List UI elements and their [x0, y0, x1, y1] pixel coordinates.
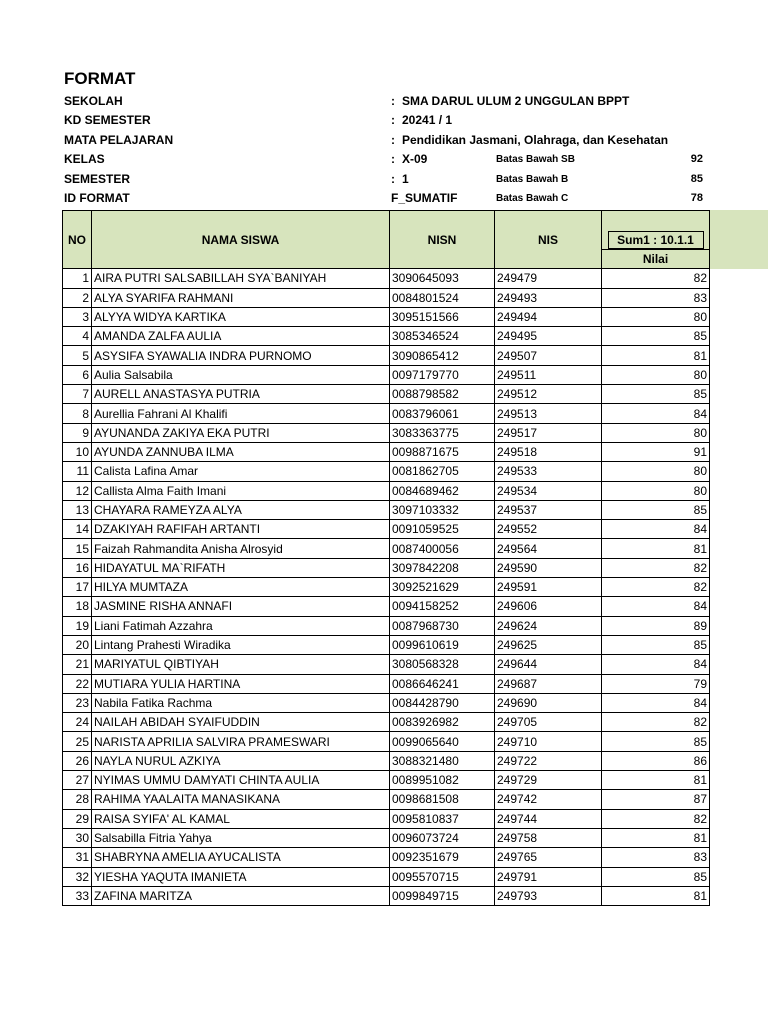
- cell-nisn[interactable]: 0084801524: [390, 288, 495, 307]
- table-row: [63, 500, 710, 519]
- cell-name[interactable]: RAHIMA YAALAITA MANASIKANA: [92, 790, 390, 809]
- cell-name[interactable]: AYUNANDA ZAKIYA EKA PUTRI: [92, 423, 390, 442]
- cell-no[interactable]: 28: [63, 790, 92, 809]
- cell-name[interactable]: JASMINE RISHA ANNAFI: [92, 597, 390, 616]
- cell-nis[interactable]: 249517: [495, 423, 602, 442]
- table-row: [63, 404, 710, 423]
- cell-nisn[interactable]: 0095810837: [390, 809, 495, 828]
- cell-no[interactable]: 31: [63, 848, 92, 867]
- cell-nilai[interactable]: 80: [602, 423, 710, 442]
- cell-nis[interactable]: 249511: [495, 365, 602, 384]
- cell-nilai[interactable]: 84: [602, 520, 710, 539]
- table-row: [63, 693, 710, 712]
- cell-nisn[interactable]: 3097842208: [390, 558, 495, 577]
- cell-nis[interactable]: 249791: [495, 867, 602, 886]
- cell-nisn[interactable]: 3092521629: [390, 578, 495, 597]
- cell-nis[interactable]: 249512: [495, 385, 602, 404]
- table-row: [63, 269, 710, 288]
- cell-name[interactable]: Aulia Salsabila: [92, 365, 390, 384]
- cell-name[interactable]: Aurellia Fahrani Al Khalifi: [92, 404, 390, 423]
- cell-nis[interactable]: 249513: [495, 404, 602, 423]
- col-header-sum[interactable]: [602, 211, 710, 250]
- table-row: [63, 520, 710, 539]
- cell-name[interactable]: DZAKIYAH RAFIFAH ARTANTI: [92, 520, 390, 539]
- cell-nisn[interactable]: 3090865412: [390, 346, 495, 365]
- cell-no[interactable]: 1: [63, 269, 92, 288]
- cell-nis[interactable]: 249518: [495, 442, 602, 461]
- cell-name[interactable]: ZAFINA MARITZA: [92, 886, 390, 905]
- cell-nilai[interactable]: 89: [602, 616, 710, 635]
- cell-nisn[interactable]: 3095151566: [390, 307, 495, 326]
- cell-nilai[interactable]: 80: [602, 481, 710, 500]
- cell-nis[interactable]: 249710: [495, 732, 602, 751]
- batas-b-label: Batas Bawah B: [496, 174, 569, 185]
- cell-no[interactable]: 10: [63, 442, 92, 461]
- cell-name[interactable]: YIESHA YAQUTA IMANIETA: [92, 867, 390, 886]
- table-row: [63, 423, 710, 442]
- batas-b-value: 85: [690, 173, 703, 185]
- table-row: [63, 365, 710, 384]
- cell-nilai[interactable]: 84: [602, 597, 710, 616]
- table-row: [63, 848, 710, 867]
- header-colon: :: [391, 113, 395, 127]
- cell-no[interactable]: 21: [63, 655, 92, 674]
- cell-no[interactable]: 9: [63, 423, 92, 442]
- table-row: [63, 655, 710, 674]
- table-row: [63, 288, 710, 307]
- sum-label: Sum1 : 10.1.1: [608, 231, 704, 249]
- cell-no[interactable]: 27: [63, 771, 92, 790]
- cell-no[interactable]: 25: [63, 732, 92, 751]
- cell-name[interactable]: NYIMAS UMMU DAMYATI CHINTA AULIA: [92, 771, 390, 790]
- cell-name[interactable]: NARISTA APRILIA SALVIRA PRAMESWARI: [92, 732, 390, 751]
- cell-nisn[interactable]: 3085346524: [390, 327, 495, 346]
- table-row: [63, 307, 710, 326]
- cell-name[interactable]: NAYLA NURUL AZKIYA: [92, 751, 390, 770]
- cell-no[interactable]: 5: [63, 346, 92, 365]
- cell-name[interactable]: SHABRYNA AMELIA AYUCALISTA: [92, 848, 390, 867]
- cell-nis[interactable]: 249606: [495, 597, 602, 616]
- cell-nilai[interactable]: 81: [602, 828, 710, 847]
- cell-no[interactable]: 24: [63, 713, 92, 732]
- header-label: SEMESTER: [64, 172, 131, 186]
- table-row: [63, 751, 710, 770]
- header-colon: :: [391, 94, 395, 108]
- cell-name[interactable]: Nabila Fatika Rachma: [92, 693, 390, 712]
- cell-nis[interactable]: 249705: [495, 713, 602, 732]
- table-row: [63, 616, 710, 635]
- cell-name[interactable]: ALYA SYARIFA RAHMANI: [92, 288, 390, 307]
- cell-nilai[interactable]: 82: [602, 578, 710, 597]
- cell-name[interactable]: MUTIARA YULIA HARTINA: [92, 674, 390, 693]
- cell-name[interactable]: AMANDA ZALFA AULIA: [92, 327, 390, 346]
- table-row: [63, 578, 710, 597]
- cell-name[interactable]: ASYSIFA SYAWALIA INDRA PURNOMO: [92, 346, 390, 365]
- cell-nilai[interactable]: 83: [602, 288, 710, 307]
- cell-nisn[interactable]: 0097179770: [390, 365, 495, 384]
- cell-nis[interactable]: 249479: [495, 269, 602, 288]
- cell-nis[interactable]: 249591: [495, 578, 602, 597]
- cell-nilai[interactable]: 91: [602, 442, 710, 461]
- header-fill-extension: [705, 210, 768, 269]
- cell-nisn[interactable]: 0081862705: [390, 462, 495, 481]
- cell-nisn[interactable]: 0089951082: [390, 771, 495, 790]
- header-label: SEKOLAH: [64, 94, 123, 108]
- cell-name[interactable]: Faizah Rahmandita Anisha Alrosyid: [92, 539, 390, 558]
- cell-no[interactable]: 11: [63, 462, 92, 481]
- cell-nisn[interactable]: 3083363775: [390, 423, 495, 442]
- cell-nisn[interactable]: 0084689462: [390, 481, 495, 500]
- student-grades-table: [62, 210, 710, 906]
- table-row: [63, 867, 710, 886]
- cell-nis[interactable]: 249537: [495, 500, 602, 519]
- col-header-nis[interactable]: NIS: [495, 211, 602, 269]
- table-row: [63, 558, 710, 577]
- cell-nis[interactable]: 249722: [495, 751, 602, 770]
- header-colon: :: [391, 152, 395, 166]
- col-header-no[interactable]: NO: [63, 211, 92, 269]
- cell-nis[interactable]: 249493: [495, 288, 602, 307]
- cell-name[interactable]: RAISA SYIFA' AL KAMAL: [92, 809, 390, 828]
- cell-no[interactable]: 17: [63, 578, 92, 597]
- header-value: SMA DARUL ULUM 2 UNGGULAN BPPT: [402, 94, 630, 108]
- cell-nis[interactable]: 249564: [495, 539, 602, 558]
- cell-no[interactable]: 22: [63, 674, 92, 693]
- cell-no[interactable]: 26: [63, 751, 92, 770]
- cell-no[interactable]: 19: [63, 616, 92, 635]
- table-row: [63, 462, 710, 481]
- cell-nisn[interactable]: 0087400056: [390, 539, 495, 558]
- table-row: [63, 713, 710, 732]
- cell-nilai[interactable]: 82: [602, 713, 710, 732]
- cell-no[interactable]: 14: [63, 520, 92, 539]
- cell-nis[interactable]: 249624: [495, 616, 602, 635]
- cell-nisn[interactable]: 0096073724: [390, 828, 495, 847]
- cell-nilai[interactable]: 81: [602, 771, 710, 790]
- cell-nis[interactable]: 249534: [495, 481, 602, 500]
- table-row: [63, 732, 710, 751]
- cell-no[interactable]: 32: [63, 867, 92, 886]
- cell-nilai[interactable]: 85: [602, 732, 710, 751]
- header-value: X-09: [402, 152, 428, 166]
- cell-name[interactable]: CHAYARA RAMEYZA ALYA: [92, 500, 390, 519]
- col-header-nilai[interactable]: Nilai: [602, 250, 710, 269]
- cell-nisn[interactable]: 0094158252: [390, 597, 495, 616]
- col-header-nisn[interactable]: NISN: [390, 211, 495, 269]
- cell-no[interactable]: 18: [63, 597, 92, 616]
- table-row: [63, 809, 710, 828]
- cell-nilai[interactable]: 82: [602, 269, 710, 288]
- table-row: [63, 481, 710, 500]
- cell-nisn[interactable]: 0084428790: [390, 693, 495, 712]
- cell-name[interactable]: HIDAYATUL MA`RIFATH: [92, 558, 390, 577]
- cell-name[interactable]: AIRA PUTRI SALSABILLAH SYA`BANIYAH: [92, 269, 390, 288]
- cell-nilai[interactable]: 80: [602, 365, 710, 384]
- cell-nis[interactable]: 249742: [495, 790, 602, 809]
- cell-nilai[interactable]: 81: [602, 886, 710, 905]
- cell-nilai[interactable]: 86: [602, 751, 710, 770]
- cell-nilai[interactable]: 81: [602, 346, 710, 365]
- table-row: [63, 442, 710, 461]
- cell-nis[interactable]: 249793: [495, 886, 602, 905]
- cell-name[interactable]: Salsabilla Fitria Yahya: [92, 828, 390, 847]
- form-title: FORMAT: [64, 69, 136, 88]
- cell-nilai[interactable]: 85: [602, 867, 710, 886]
- table-row: [63, 385, 710, 404]
- cell-nis[interactable]: 249758: [495, 828, 602, 847]
- cell-nis[interactable]: 249744: [495, 809, 602, 828]
- cell-nis[interactable]: 249495: [495, 327, 602, 346]
- cell-nis[interactable]: 249625: [495, 635, 602, 654]
- cell-nisn[interactable]: 0099610619: [390, 635, 495, 654]
- cell-name[interactable]: AYUNDA ZANNUBA ILMA: [92, 442, 390, 461]
- cell-nisn[interactable]: 0086646241: [390, 674, 495, 693]
- table-row: [63, 597, 710, 616]
- cell-nilai[interactable]: 82: [602, 809, 710, 828]
- cell-nisn[interactable]: 3090645093: [390, 269, 495, 288]
- cell-nilai[interactable]: 84: [602, 693, 710, 712]
- cell-nis[interactable]: 249690: [495, 693, 602, 712]
- cell-nilai[interactable]: 85: [602, 385, 710, 404]
- header-label: KD SEMESTER: [64, 113, 151, 127]
- cell-nisn[interactable]: 3097103332: [390, 500, 495, 519]
- cell-nisn[interactable]: 0098871675: [390, 442, 495, 461]
- table-row: [63, 790, 710, 809]
- cell-nilai[interactable]: 79: [602, 674, 710, 693]
- cell-no[interactable]: 8: [63, 404, 92, 423]
- id-format-value: F_SUMATIF: [391, 191, 458, 205]
- cell-nis[interactable]: 249687: [495, 674, 602, 693]
- cell-nis[interactable]: 249552: [495, 520, 602, 539]
- cell-nis[interactable]: 249729: [495, 771, 602, 790]
- cell-name[interactable]: Calista Lafina Amar: [92, 462, 390, 481]
- cell-nisn[interactable]: 3080568328: [390, 655, 495, 674]
- cell-no[interactable]: 12: [63, 481, 92, 500]
- header-colon: :: [391, 172, 395, 186]
- cell-name[interactable]: Callista Alma Faith Imani: [92, 481, 390, 500]
- cell-nilai[interactable]: 84: [602, 655, 710, 674]
- cell-no[interactable]: 29: [63, 809, 92, 828]
- header-value: Pendidikan Jasmani, Olahraga, dan Kesehatan: [402, 133, 669, 147]
- header-label: MATA PELAJARAN: [64, 133, 174, 147]
- cell-name[interactable]: NAILAH ABIDAH SYAIFUDDIN: [92, 713, 390, 732]
- id-format-label: ID FORMAT: [64, 191, 130, 205]
- cell-name[interactable]: Lintang Prahesti Wiradika: [92, 635, 390, 654]
- cell-no[interactable]: 2: [63, 288, 92, 307]
- cell-nis[interactable]: 249494: [495, 307, 602, 326]
- cell-nis[interactable]: 249590: [495, 558, 602, 577]
- cell-nisn[interactable]: 0083796061: [390, 404, 495, 423]
- cell-nilai[interactable]: 87: [602, 790, 710, 809]
- header-value: 20241 / 1: [402, 113, 453, 127]
- cell-nisn[interactable]: 0087968730: [390, 616, 495, 635]
- batas-c-label: Batas Bawah C: [496, 193, 569, 204]
- cell-nis[interactable]: 249533: [495, 462, 602, 481]
- cell-nisn[interactable]: 0099849715: [390, 886, 495, 905]
- cell-name[interactable]: MARIYATUL QIBTIYAH: [92, 655, 390, 674]
- cell-no[interactable]: 16: [63, 558, 92, 577]
- cell-nilai[interactable]: 82: [602, 558, 710, 577]
- cell-no[interactable]: 15: [63, 539, 92, 558]
- cell-name[interactable]: HILYA MUMTAZA: [92, 578, 390, 597]
- cell-no[interactable]: 4: [63, 327, 92, 346]
- cell-nilai[interactable]: 85: [602, 327, 710, 346]
- table-row: [63, 674, 710, 693]
- cell-no[interactable]: 3: [63, 307, 92, 326]
- cell-nisn[interactable]: 0092351679: [390, 848, 495, 867]
- cell-nilai[interactable]: 80: [602, 307, 710, 326]
- cell-nilai[interactable]: 81: [602, 539, 710, 558]
- header-colon: :: [391, 133, 395, 147]
- cell-nis[interactable]: 249507: [495, 346, 602, 365]
- batas-c-value: 78: [690, 192, 703, 204]
- cell-no[interactable]: 13: [63, 500, 92, 519]
- cell-name[interactable]: AURELL ANASTASYA PUTRIA: [92, 385, 390, 404]
- header-value: 1: [402, 172, 409, 186]
- cell-nilai[interactable]: 85: [602, 500, 710, 519]
- cell-nis[interactable]: 249765: [495, 848, 602, 867]
- cell-nilai[interactable]: 83: [602, 848, 710, 867]
- cell-name[interactable]: ALYYA WIDYA KARTIKA: [92, 307, 390, 326]
- cell-nisn[interactable]: 0091059525: [390, 520, 495, 539]
- cell-no[interactable]: 23: [63, 693, 92, 712]
- batas-sb-value: 92: [690, 153, 703, 165]
- table-row: [63, 828, 710, 847]
- cell-no[interactable]: 7: [63, 385, 92, 404]
- cell-no[interactable]: 6: [63, 365, 92, 384]
- cell-nisn[interactable]: 3088321480: [390, 751, 495, 770]
- cell-nilai[interactable]: 85: [602, 635, 710, 654]
- col-header-name[interactable]: NAMA SISWA: [92, 211, 390, 269]
- cell-nisn[interactable]: 0099065640: [390, 732, 495, 751]
- table-row: [63, 539, 710, 558]
- cell-nisn[interactable]: 0083926982: [390, 713, 495, 732]
- batas-sb-label: Batas Bawah SB: [496, 154, 575, 165]
- cell-no[interactable]: 33: [63, 886, 92, 905]
- cell-name[interactable]: Liani Fatimah Azzahra: [92, 616, 390, 635]
- table-row: [63, 346, 710, 365]
- header-label: KELAS: [64, 152, 105, 166]
- cell-nisn[interactable]: 0095570715: [390, 867, 495, 886]
- cell-nisn[interactable]: 0088798582: [390, 385, 495, 404]
- cell-nilai[interactable]: 80: [602, 462, 710, 481]
- cell-nilai[interactable]: 84: [602, 404, 710, 423]
- cell-no[interactable]: 20: [63, 635, 92, 654]
- cell-nis[interactable]: 249644: [495, 655, 602, 674]
- table-row: [63, 886, 710, 905]
- table-row: [63, 771, 710, 790]
- table-row: [63, 327, 710, 346]
- cell-no[interactable]: 30: [63, 828, 92, 847]
- table-row: [63, 635, 710, 654]
- cell-nisn[interactable]: 0098681508: [390, 790, 495, 809]
